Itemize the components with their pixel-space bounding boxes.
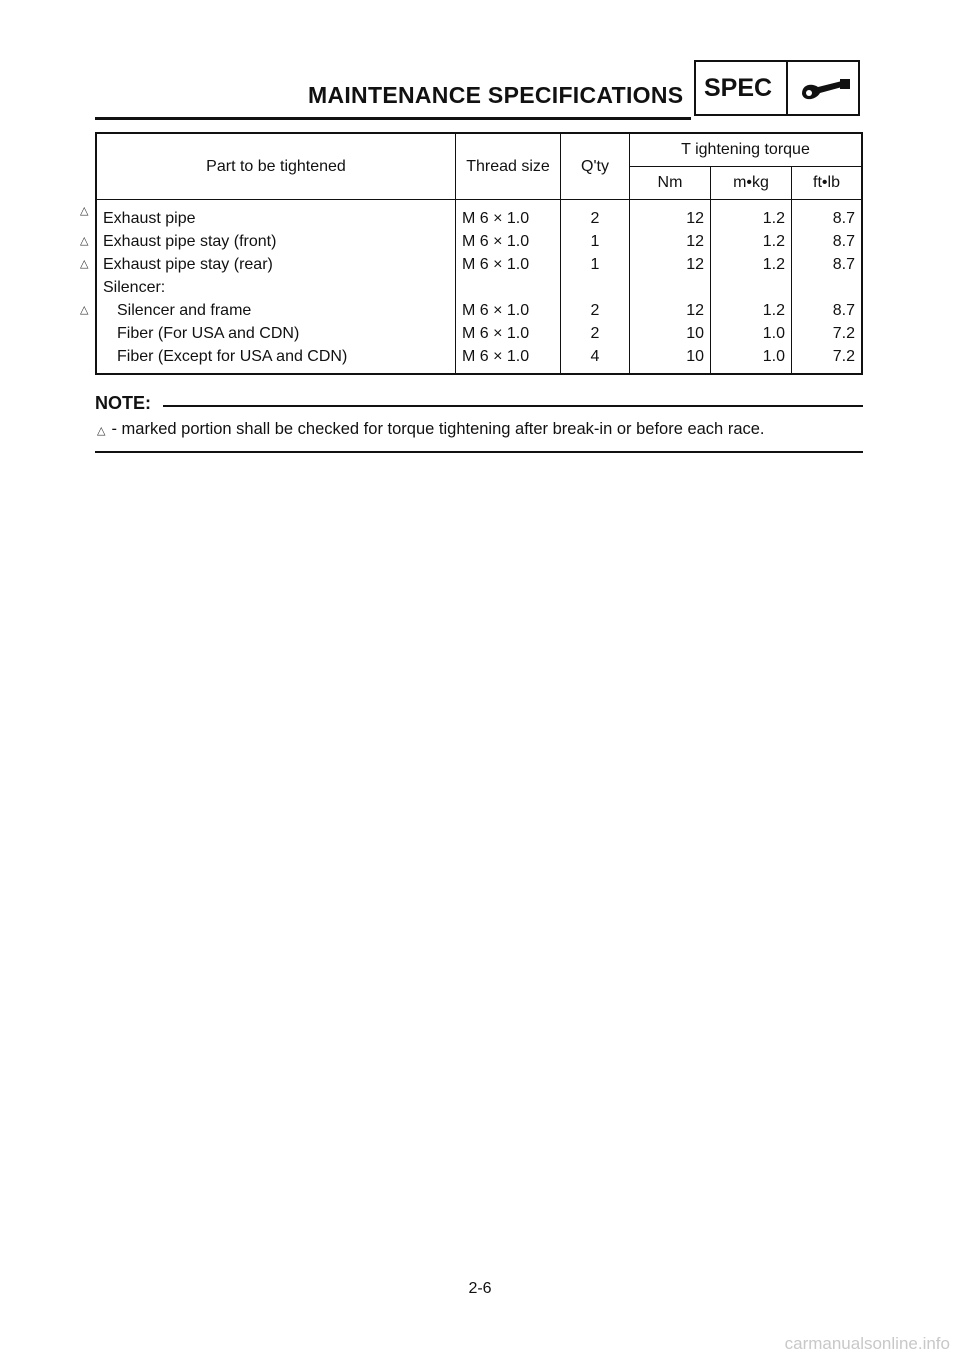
header-thread: Thread size — [456, 133, 561, 200]
table-row — [96, 299, 862, 322]
triangle-mark-icon: △ — [80, 205, 89, 217]
wrench-icon — [798, 74, 852, 104]
torque-nm: 10 — [630, 322, 711, 345]
torque-ftlb: 8.7 — [792, 299, 863, 322]
part-name: Silencer: — [103, 278, 166, 296]
qty — [561, 276, 630, 299]
thread-size — [456, 276, 561, 299]
note-label: NOTE: — [95, 393, 151, 413]
triangle-mark-icon: △ — [80, 304, 89, 316]
qty: 2 — [561, 299, 630, 322]
torque-ftlb: 8.7 — [792, 200, 863, 231]
qty: 4 — [561, 345, 630, 374]
badge-divider — [786, 62, 788, 114]
note-body: - marked portion shall be checked for torque tightening after break-in or before each race. — [111, 420, 765, 438]
table-row — [96, 253, 862, 276]
thread-size: M 6 × 1.0 — [456, 230, 561, 253]
torque-nm: 10 — [630, 345, 711, 374]
spec-label: SPEC — [704, 74, 773, 102]
header-nm: Nm — [630, 167, 711, 200]
note-text — [97, 420, 765, 439]
torque-ftlb — [792, 276, 863, 299]
torque-mkg — [711, 276, 792, 299]
table-row — [96, 345, 862, 374]
torque-mkg: 1.2 — [711, 253, 792, 276]
torque-nm: 12 — [630, 200, 711, 231]
part-name: Silencer and frame — [117, 301, 252, 319]
page-title: MAINTENANCE SPECIFICATIONS — [308, 82, 684, 108]
qty: 1 — [561, 253, 630, 276]
torque-nm: 12 — [630, 299, 711, 322]
table-row — [96, 200, 862, 231]
watermark: carmanualsonline.info — [784, 1334, 950, 1353]
header-mkg: m•kg — [711, 167, 792, 200]
torque-ftlb: 8.7 — [792, 253, 863, 276]
page-number: 2-6 — [468, 1280, 492, 1297]
header-rule — [95, 117, 691, 120]
part-name: Exhaust pipe stay (front) — [103, 232, 277, 250]
table-row — [96, 276, 862, 299]
torque-mkg: 1.2 — [711, 230, 792, 253]
spec-badge — [694, 60, 860, 116]
torque-nm: 12 — [630, 230, 711, 253]
torque-mkg: 1.0 — [711, 322, 792, 345]
part-name: Exhaust pipe stay (rear) — [103, 255, 273, 273]
tightening-torque-table — [80, 132, 863, 375]
qty: 2 — [561, 322, 630, 345]
triangle-mark-icon: △ — [80, 235, 89, 247]
part-name: Exhaust pipe — [103, 209, 196, 227]
thread-size: M 6 × 1.0 — [456, 345, 561, 374]
torque-mkg: 1.2 — [711, 200, 792, 231]
table-row — [96, 322, 862, 345]
header-qty: Q'ty — [561, 133, 630, 200]
torque-ftlb: 7.2 — [792, 345, 863, 374]
thread-size: M 6 × 1.0 — [456, 299, 561, 322]
qty: 2 — [561, 200, 630, 231]
torque-nm — [630, 276, 711, 299]
part-name: Fiber (Except for USA and CDN) — [117, 347, 348, 365]
torque-mkg: 1.0 — [711, 345, 792, 374]
triangle-mark-icon: △ — [80, 258, 89, 270]
header-part: Part to be tightened — [96, 133, 456, 200]
table-row — [96, 230, 862, 253]
triangle-mark-icon: △ — [97, 425, 106, 437]
torque-mkg: 1.2 — [711, 299, 792, 322]
thread-size: M 6 × 1.0 — [456, 200, 561, 231]
torque-nm: 12 — [630, 253, 711, 276]
torque-ftlb: 7.2 — [792, 322, 863, 345]
header-torque: T ightening torque — [630, 133, 863, 167]
thread-size: M 6 × 1.0 — [456, 253, 561, 276]
torque-ftlb: 8.7 — [792, 230, 863, 253]
header-ftlb: ft•lb — [792, 167, 863, 200]
thread-size: M 6 × 1.0 — [456, 322, 561, 345]
note-rule — [163, 405, 863, 407]
part-name: Fiber (For USA and CDN) — [117, 324, 300, 342]
qty: 1 — [561, 230, 630, 253]
note-bottom-rule — [95, 451, 863, 453]
